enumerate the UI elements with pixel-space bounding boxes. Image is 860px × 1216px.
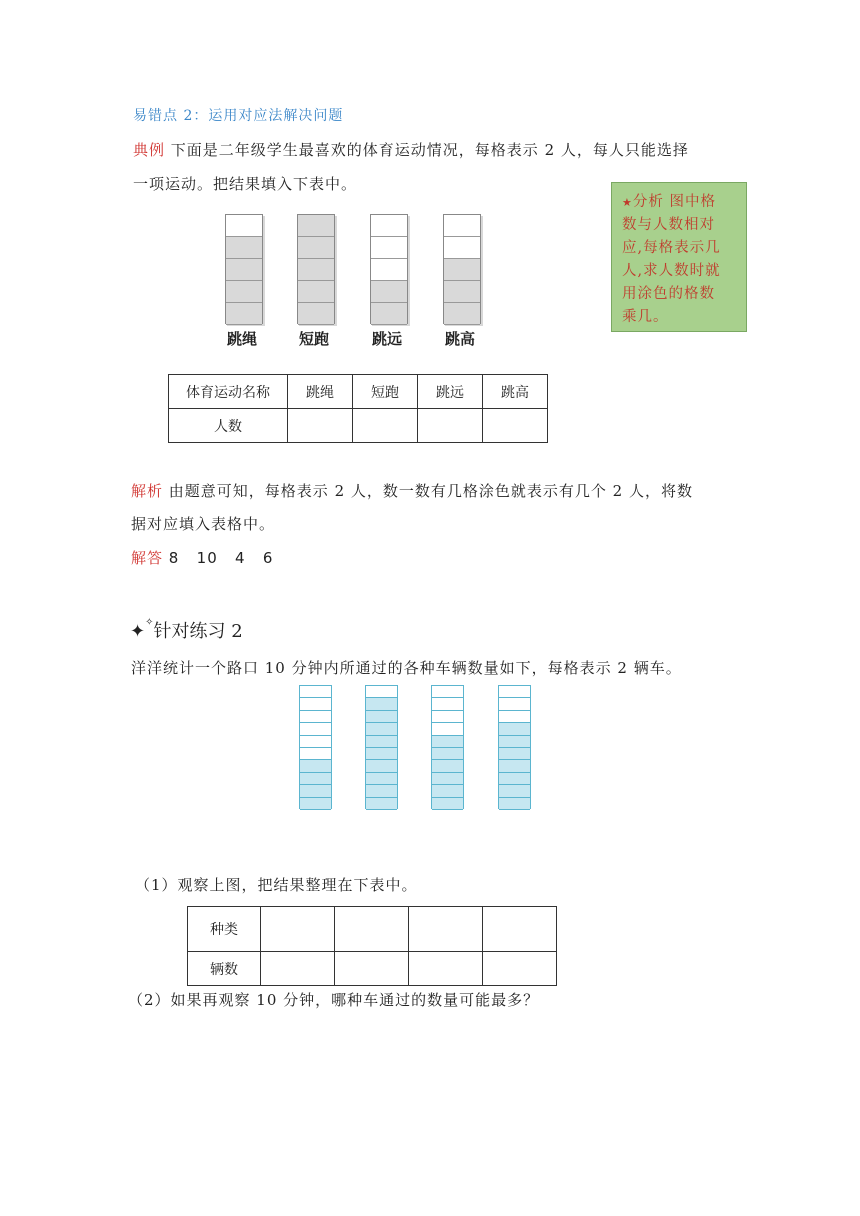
bar-cell: [499, 785, 530, 797]
sparkle-icon: ✦✧: [130, 617, 154, 642]
bar-cell: [499, 711, 530, 723]
bar-cell: [366, 698, 397, 710]
bar-cell: [366, 736, 397, 748]
bar-cell: [300, 773, 331, 785]
note-line: 乘几。: [622, 309, 669, 325]
note-line: ★分析 图中格: [622, 194, 716, 210]
answer-line: [131, 547, 273, 568]
answer-cell[interactable]: [353, 409, 418, 443]
answer-cell[interactable]: [409, 952, 483, 986]
bar-cell: [444, 215, 480, 237]
bar-cell: [499, 736, 530, 748]
bar-cell: [499, 773, 530, 785]
bar-cell: [298, 281, 334, 303]
answer-cell[interactable]: [483, 952, 557, 986]
analysis-note: [611, 182, 747, 332]
bar-cell: [432, 698, 463, 710]
table-header-cell: 跳远: [418, 375, 483, 409]
table-row-label: 人数: [169, 409, 288, 443]
bar-cell: [366, 798, 397, 810]
bar-cell: [432, 736, 463, 748]
bar-cell: [444, 237, 480, 259]
sports-bar-label: 短跑: [299, 330, 330, 348]
bar-cell: [226, 281, 262, 303]
bar-cell: [366, 785, 397, 797]
bar-cell: [432, 773, 463, 785]
answer-cell[interactable]: [261, 952, 335, 986]
bar-cell: [432, 798, 463, 810]
bar-cell: [300, 736, 331, 748]
bar-cell: [366, 748, 397, 760]
bar-cell: [499, 723, 530, 735]
question-1: （1）观察上图，把结果整理在下表中。: [135, 876, 418, 894]
answer-cell[interactable]: [418, 409, 483, 443]
bar-cell: [226, 215, 262, 237]
bar-cell: [499, 698, 530, 710]
section-heading: 易错点 2：运用对应法解决问题: [133, 108, 344, 124]
sports-bar-label: 跳远: [372, 330, 403, 348]
bar-cell: [366, 760, 397, 772]
bar-cell: [371, 303, 407, 325]
bar-cell: [366, 711, 397, 723]
bar-cell: [371, 259, 407, 281]
answer-cell[interactable]: [335, 952, 409, 986]
sports-bar: [225, 214, 263, 324]
bar-cell: [300, 760, 331, 772]
bar-cell: [300, 698, 331, 710]
bar-cell: [366, 773, 397, 785]
bar-cell: [432, 760, 463, 772]
vehicle-bar: [365, 685, 398, 809]
sports-bar: [443, 214, 481, 324]
sports-bar-label: 跳高: [445, 330, 476, 348]
bar-cell: [300, 686, 331, 698]
bar-cell: [300, 798, 331, 810]
bar-cell: [432, 748, 463, 760]
bar-cell: [226, 237, 262, 259]
bar-cell: [432, 686, 463, 698]
star-icon: ★: [622, 196, 633, 209]
bar-cell: [432, 723, 463, 735]
example-line-1: [133, 139, 689, 160]
table-header-cell: 短跑: [353, 375, 418, 409]
bar-cell: [366, 686, 397, 698]
table-header-cell: 跳绳: [288, 375, 353, 409]
table-header-cell: 跳高: [483, 375, 548, 409]
analysis-tag: 解析: [131, 482, 164, 500]
answer-values: 8 10 4 6: [168, 549, 274, 567]
bar-cell: [432, 711, 463, 723]
question-2: （2）如果再观察 10 分钟，哪种车通过的数量可能最多？: [128, 991, 540, 1009]
answer-tag: 解答: [131, 549, 164, 567]
vehicle-bar: [498, 685, 531, 809]
analysis-line-2: 据对应填入表格中。: [131, 515, 276, 533]
example-line-2: 一项运动。把结果填入下表中。: [133, 175, 358, 193]
example-tag: 典例: [133, 141, 166, 159]
bar-cell: [366, 723, 397, 735]
note-line: 数与人数相对: [622, 217, 715, 233]
analysis-text-1: 由题意可知，每格表示 2 人，数一数有几格涂色就表示有几个 2 人，将数: [168, 482, 693, 500]
answer-cell[interactable]: [288, 409, 353, 443]
table-row-label: 种类: [188, 907, 261, 952]
sports-bar: [370, 214, 408, 324]
bar-cell: [444, 303, 480, 325]
bar-cell: [300, 723, 331, 735]
practice-title: ✦✧针对练习 2: [130, 617, 243, 642]
bar-cell: [300, 785, 331, 797]
sports-bar-label: 跳绳: [227, 330, 258, 348]
bar-cell: [298, 259, 334, 281]
vehicle-bar: [431, 685, 464, 809]
note-line: 用涂色的格数: [622, 286, 715, 302]
bar-cell: [444, 259, 480, 281]
bar-cell: [371, 215, 407, 237]
bar-cell: [298, 215, 334, 237]
bar-cell: [371, 237, 407, 259]
bar-cell: [432, 785, 463, 797]
answer-cell[interactable]: [409, 907, 483, 952]
vehicle-bar: [299, 685, 332, 809]
answer-cell[interactable]: [483, 409, 548, 443]
bar-cell: [300, 711, 331, 723]
answer-cell[interactable]: [335, 907, 409, 952]
note-line: 人,求人数时就: [622, 263, 721, 279]
bar-cell: [499, 686, 530, 698]
bar-cell: [298, 303, 334, 325]
sports-bar: [297, 214, 335, 324]
answer-cell[interactable]: [483, 907, 557, 952]
bar-cell: [444, 281, 480, 303]
sports-table: [168, 374, 548, 443]
note-line: 应,每格表示几: [622, 240, 721, 256]
bar-cell: [300, 748, 331, 760]
bar-cell: [226, 303, 262, 325]
bar-cell: [298, 237, 334, 259]
bar-cell: [499, 748, 530, 760]
table-header-cell: 体育运动名称: [169, 375, 288, 409]
example-text-1: 下面是二年级学生最喜欢的体育运动情况，每格表示 2 人，每人只能选择: [170, 141, 689, 159]
bar-cell: [371, 281, 407, 303]
practice-intro: 洋洋统计一个路口 10 分钟内所通过的各种车辆数量如下，每格表示 2 辆车。: [131, 659, 682, 677]
bar-cell: [499, 798, 530, 810]
answer-cell[interactable]: [261, 907, 335, 952]
bar-cell: [226, 259, 262, 281]
vehicle-table: [187, 906, 557, 986]
bar-cell: [499, 760, 530, 772]
table-row-label: 辆数: [188, 952, 261, 986]
analysis-line-1: [131, 480, 693, 501]
